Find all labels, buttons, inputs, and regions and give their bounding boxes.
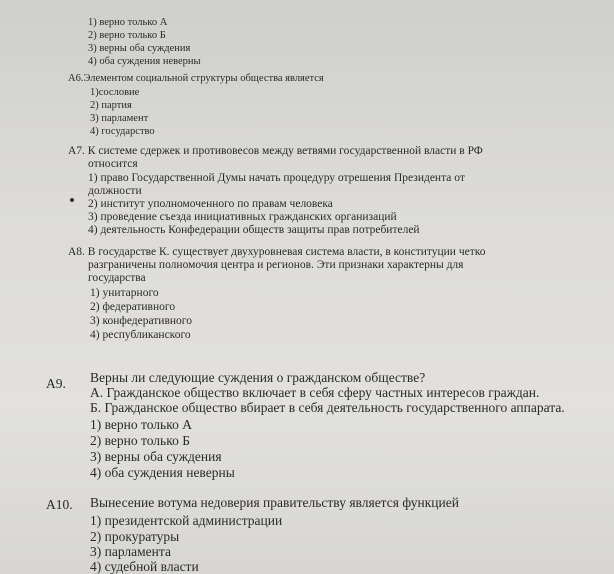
a10-option-4: 4) судебной власти — [90, 559, 199, 574]
a7-option-1: 1) право Государственной Думы начать процедуру отрешения Президента от — [88, 172, 465, 184]
a9-question: Верны ли следующие суждения о гражданском обществе? — [90, 370, 426, 385]
a6-option-2: 2) партия — [90, 100, 132, 111]
a7-question-line2: относится — [88, 158, 138, 170]
a8-question-line2: разграничены полномочия центра и регионов. Эти признаки характерны для — [88, 259, 464, 271]
a10-question: Вынесение вотума недоверия правительству является функцией — [90, 495, 459, 510]
q5-option-2: 2) верно только Б — [88, 30, 166, 41]
a6-option-1: 1)сословие — [90, 87, 140, 98]
a10-option-3: 3) парламента — [90, 544, 171, 559]
a9-statement-b: Б. Гражданское общество вбирает в себя деятельность государственного аппарата. — [90, 400, 565, 415]
a8-option-4: 4) республиканского — [90, 329, 191, 341]
a9-statement-a: А. Гражданское общество включает в себя сферу частных интересов граждан. — [90, 385, 540, 400]
bullet-mark — [70, 198, 74, 202]
q5-option-4: 4) оба суждения неверны — [88, 56, 201, 67]
a7-option-3: 3) проведение съезда инициативных гражданских организаций — [88, 211, 397, 223]
q5-option-1: 1) верно только А — [88, 17, 168, 28]
a9-option-2: 2) верно только Б — [90, 433, 190, 448]
a6-option-3: 3) парламент — [90, 113, 149, 124]
a9-option-1: 1) верно только А — [90, 417, 192, 432]
a7-option-1-cont: должности — [88, 185, 142, 197]
a10-option-1: 1) президентской администрации — [90, 513, 283, 528]
a10-label: А10. — [46, 497, 73, 512]
q5-option-3: 3) верны оба суждения — [88, 43, 191, 54]
a8-question-line1: А8. В государстве К. существует двухуровневая система власти, в конституции четко — [68, 246, 486, 258]
a7-question-line1: А7. К системе сдержек и противовесов между ветвями государственной власти в РФ — [68, 145, 483, 157]
a8-question-line3: государства — [88, 272, 146, 284]
a6-question: А6.Элементом социальной структуры общества является — [68, 73, 324, 84]
a7-option-2: 2) институт уполномоченного по правам человека — [88, 198, 333, 210]
a9-option-4: 4) оба суждения неверны — [90, 465, 235, 480]
a6-option-4: 4) государство — [90, 126, 155, 137]
a7-option-4: 4) деятельность Конфедерации обществ защиты прав потребителей — [88, 224, 420, 236]
a8-option-1: 1) унитарного — [90, 287, 159, 299]
a9-label: А9. — [46, 376, 66, 391]
a10-option-2: 2) прокуратуры — [90, 529, 180, 544]
a8-option-2: 2) федеративного — [90, 301, 176, 313]
a9-option-3: 3) верны оба суждения — [90, 449, 222, 464]
a8-option-3: 3) конфедеративного — [90, 315, 192, 327]
